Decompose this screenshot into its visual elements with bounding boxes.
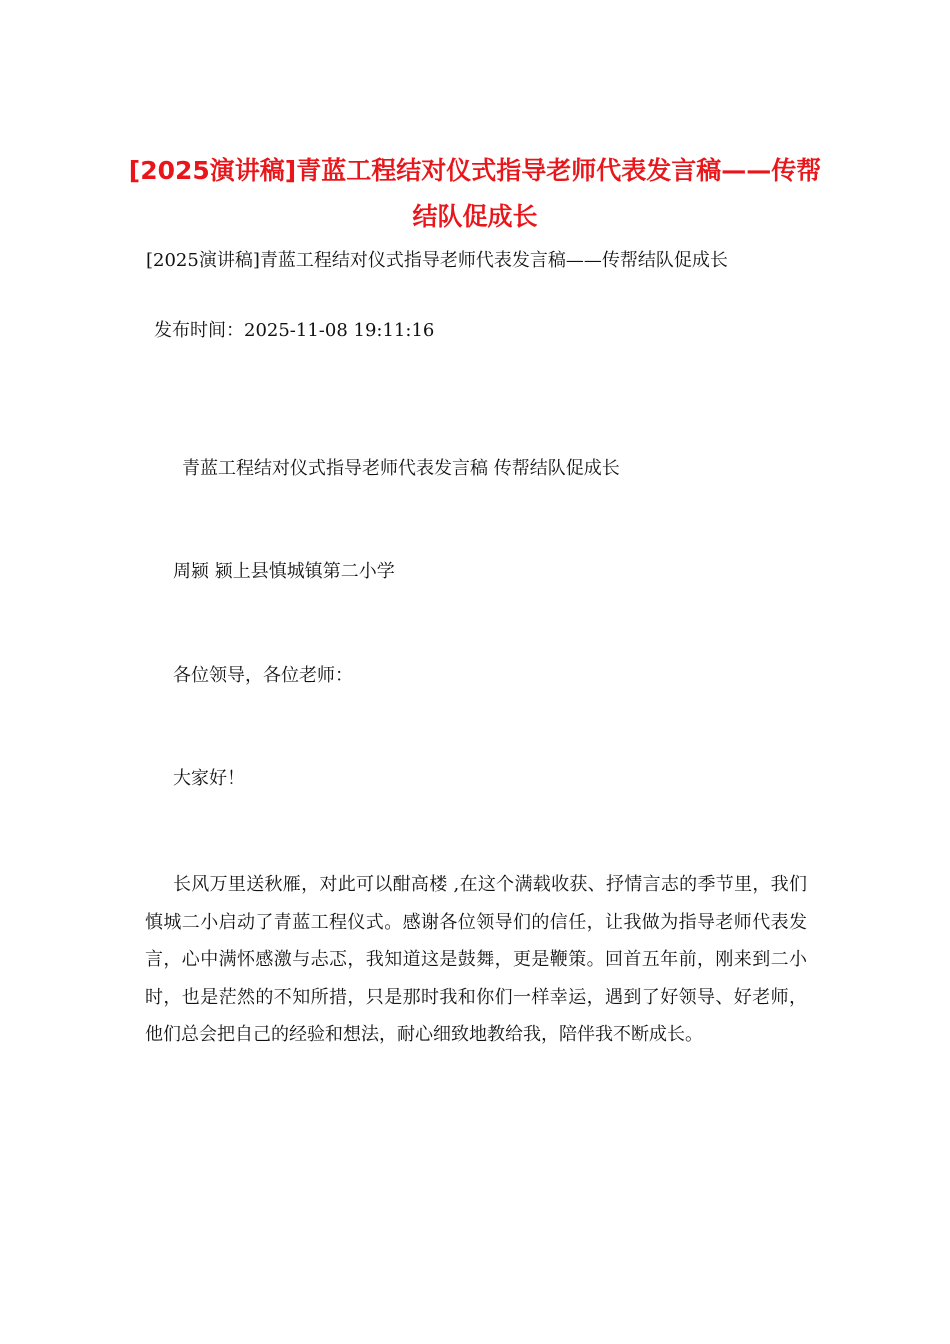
publish-time: 发布时间：2025-11-08 19:11:16 xyxy=(154,320,435,341)
body-paragraph: 长风万里送秋雁，对此可以酣高楼 ,在这个满载收获、抒情言志的季节里，我们慎城二小启动了青蓝工程仪式。感谢各位领导们的信任，让我做为指导老师代表发言，心中满怀感激与忐忑，我知道这是鼓舞，更是鞭策。回首五年前，刚来到二小时，也是茫然的不知所措，只是那时我和你们一样幸运，遇到了好领导、好老师，他们总会把自己的经验和想法，耐心细致地教给我，陪伴我不断成长。 xyxy=(145,874,807,1045)
greeting-line: 各位领导，各位老师： xyxy=(173,665,353,686)
author-line: 周颍 颍上县慎城镇第二小学 xyxy=(173,561,395,582)
greeting-hello: 大家好！ xyxy=(173,768,245,789)
document-subtitle: [2025演讲稿]青蓝工程结对仪式指导老师代表发言稿——传帮结队促成长 xyxy=(146,250,728,271)
document-title: [2025演讲稿]青蓝工程结对仪式指导老师代表发言稿——传帮结队促成长 xyxy=(128,156,822,231)
speech-title: 青蓝工程结对仪式指导老师代表发言稿 传帮结队促成长 xyxy=(182,458,620,479)
